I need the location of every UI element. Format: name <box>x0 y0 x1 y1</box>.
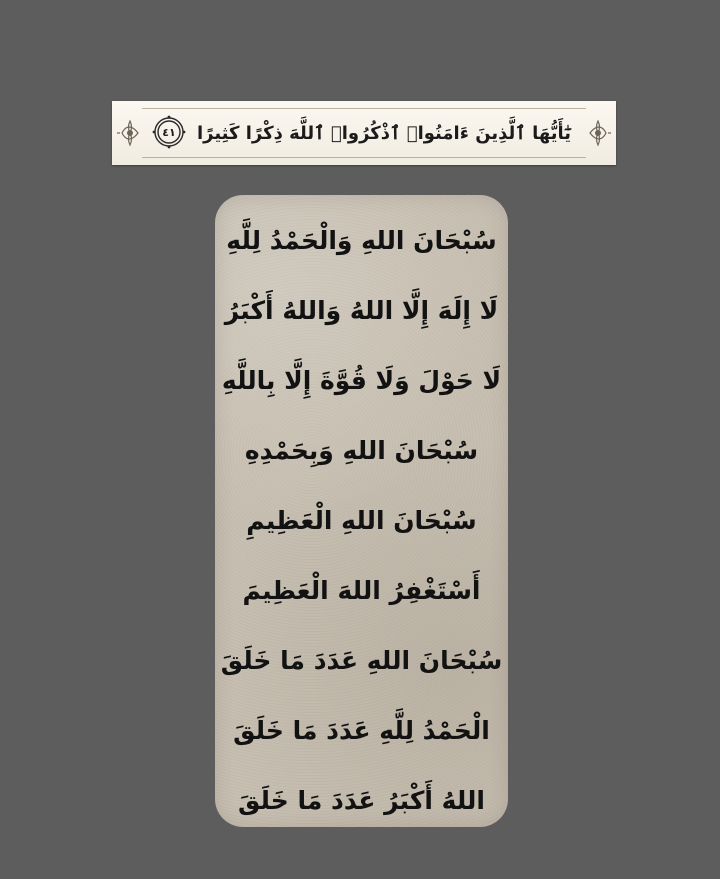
dhikr-list <box>215 205 508 827</box>
dhikr-line: سُبْحَانَ اللهِ الْعَظِيمِ <box>246 505 477 535</box>
dhikr-line: لَا حَوْلَ وَلَا قُوَّةَ إِلَّا بِاللَّهِ <box>221 365 502 395</box>
ayah-number: ٤١ <box>162 125 176 139</box>
verse-text: يَٰٓأَيُّهَا ٱلَّذِينَ ءَامَنُوا۟ ٱذْكُرُوا۟ ٱللَّهَ ذِكْرًا كَثِيرًا <box>196 122 572 144</box>
dhikr-line: سُبْحَانَ اللهِ عَدَدَ مَا خَلَقَ <box>220 645 503 675</box>
dhikr-line: سُبْحَانَ اللهِ وَبِحَمْدِهِ <box>244 435 479 465</box>
dhikr-line: اللهُ أَكْبَرُ عَدَدَ مَا خَلَقَ <box>238 785 485 815</box>
floral-ornament-icon <box>584 115 612 151</box>
banner-bottom-rule <box>142 157 586 158</box>
dhikr-line: أَسْتَغْفِرُ اللهَ الْعَظِيمَ <box>242 575 481 605</box>
floral-ornament-icon <box>116 115 144 151</box>
quran-verse-banner <box>112 101 616 165</box>
dhikr-line: لَا إِلَهَ إِلَّا اللهُ وَاللهُ أَكْبَرُ <box>224 295 499 325</box>
ayah-number-marker <box>152 115 186 149</box>
dhikr-line: سُبْحَانَ اللهِ وَالْحَمْدُ لِلَّهِ <box>226 225 497 255</box>
dhikr-card <box>215 195 508 827</box>
dhikr-line: الْحَمْدُ لِلَّهِ عَدَدَ مَا خَلَقَ <box>233 715 490 745</box>
